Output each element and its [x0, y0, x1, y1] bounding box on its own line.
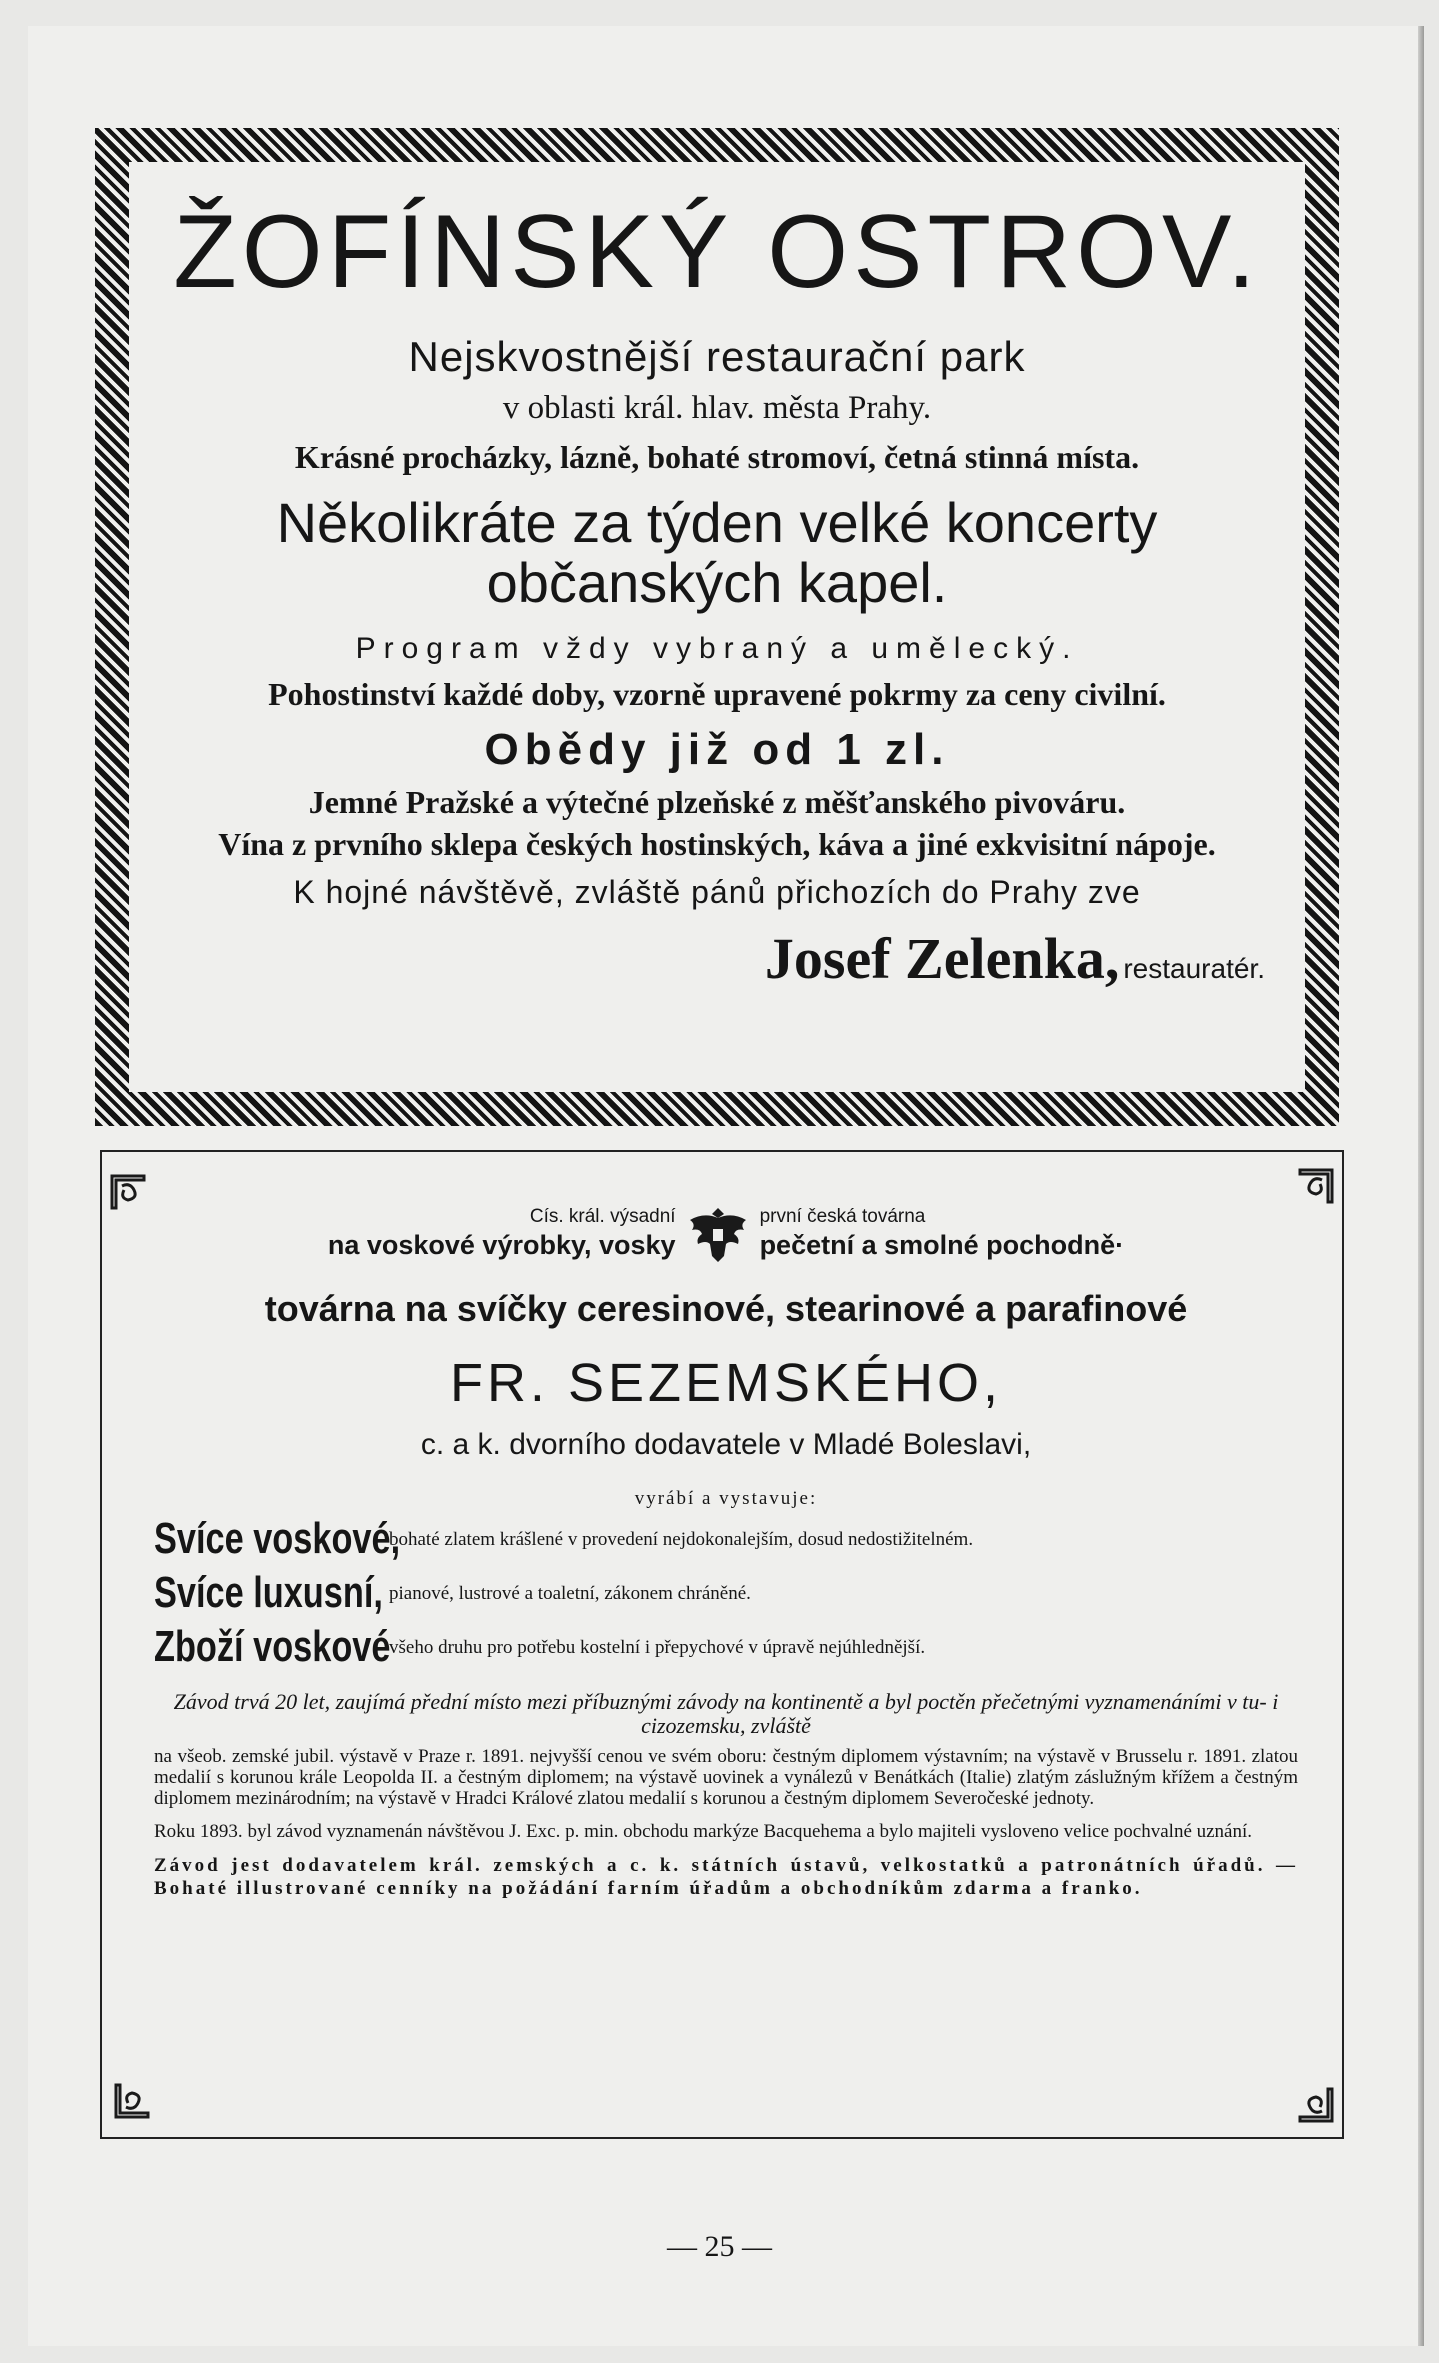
purveyor-line: c. a k. dvorního dodavatele v Mladé Boleslavi,: [420, 1428, 1032, 1461]
visit-year: Roku 1893.: [154, 1821, 243, 1842]
produces-label: vyrábí a vystavuje:: [634, 1488, 818, 1509]
history-text: Závod trvá 20 let, zaujímá přední místo mezi příbuznými závody na kontinentě a byl poctěn přečetnými vyznamenáními v tu- i cizozemsku, zvláště: [173, 1689, 1279, 1738]
product-name: Svíce voskové,: [154, 1514, 401, 1563]
ad-subtitle-location: v oblasti král. hlav. města Prahy.: [502, 390, 932, 426]
wax-products-label: na voskové výrobky, vosky: [327, 1230, 676, 1260]
ornament-corner-icon: [112, 2081, 152, 2121]
ornament-corner-icon: [1296, 1166, 1336, 1206]
product-row: [154, 1622, 1298, 1672]
signature: [155, 925, 1279, 991]
imperial-eagle-icon: [684, 1204, 752, 1266]
zofin-advertisement: [95, 128, 1339, 1126]
concerts-text: Několikráte za týden velké koncerty občanských kapel.: [276, 491, 1158, 615]
wine-text: Vína z prvního sklepa českých hostinských, káva a jiné exkvisitní nápoje.: [218, 825, 1216, 862]
walks-text: Krásné procházky, lázně, bohaté stromoví, četná stinná místa.: [294, 439, 1140, 475]
product-row: [154, 1568, 1298, 1618]
privilege-label: Cís. král. výsadní: [529, 1206, 676, 1227]
first-factory-label: první česká továrna: [759, 1206, 926, 1227]
invitation-text: K hojné návštěvě, zvláště pánů přichozích do Prahy zve: [293, 873, 1141, 910]
lunch-price-text: Obědy již od 1 zl.: [484, 724, 950, 774]
page-number: — 25 —: [667, 2230, 772, 2263]
product-name: Svíce luxusní,: [154, 1568, 383, 1617]
firm-name: FR. SEZEMSKÉHO,: [449, 1353, 1003, 1413]
ornament-corner-icon: [108, 1172, 148, 1212]
owner-role: restauratér.: [1123, 952, 1265, 984]
ornament-corner-icon: [1296, 2085, 1336, 2125]
ad-subtitle: Nejskvostnější restaurační park: [408, 333, 1026, 380]
sezemsky-advertisement: [100, 1150, 1344, 2139]
product-name: Zboží voskové: [154, 1622, 391, 1671]
supplier-text: Závod jest dodavatelem král. zemských a c. k. státních ústavů, velkostatků a patronátních úřadů. — Bohaté illustrované cenníky na požádání farním úřadům a obchodníkům zdarma a franko.: [154, 1855, 1298, 1899]
owner-name: Josef Zelenka,: [764, 925, 1120, 991]
awards-text: na všeob. zemské jubil. výstavě v Praze r. 1891. nejvyšší cenou ve svém oboru: čestným diplomem výstavním; na výstavě v Brusselu r. 1891. zlatou medalií s korunou krále Leopolda II. a čestným diplomem; na výstavě uovinek a vynálezů v Benátkách (Italie) zlatým záslužným křížem a čestným diplomem mezinárodním; na výstavě v Hradci Králové zlatou medalií s korunou a čestným diplomem Severočeské jednoty.: [154, 1746, 1298, 1809]
visit-text: byl závod vyznamenán návštěvou J. Exc. p. min. obchodu markýze Bacquehema a bylo majiteli vysloveno velice pochvalné uznání.: [247, 1821, 1253, 1842]
factory-line: továrna na svíčky ceresinové, stearinové a parafinové: [264, 1288, 1188, 1329]
product-description: všeho druhu pro potřebu kostelní i přepychové v úpravě nejúhlednější.: [389, 1636, 926, 1658]
header-row: [154, 1206, 1298, 1266]
beer-text: Jemné Pražské a výtečné plzeňské z měšťanského pivováru.: [308, 783, 1126, 820]
product-row: [154, 1514, 1298, 1564]
hospitality-text: Pohostinství každé doby, vzorně upravené pokrmy za ceny civilní.: [268, 675, 1166, 712]
product-description: pianové, lustrové a toaletní, zákonem chráněné.: [389, 1582, 751, 1604]
product-description: bohaté zlatem krášlené v provedení nejdokonalejším, dosud nedostižitelném.: [389, 1528, 974, 1550]
ad-title: ŽOFÍNSKÝ OSTROV.: [173, 194, 1261, 310]
program-text: Program vždy vybraný a umělecký.: [355, 631, 1079, 665]
seal-torches-label: pečetní a smolné pochodně·: [759, 1230, 1125, 1260]
visit-paragraph: [154, 1821, 1298, 1842]
